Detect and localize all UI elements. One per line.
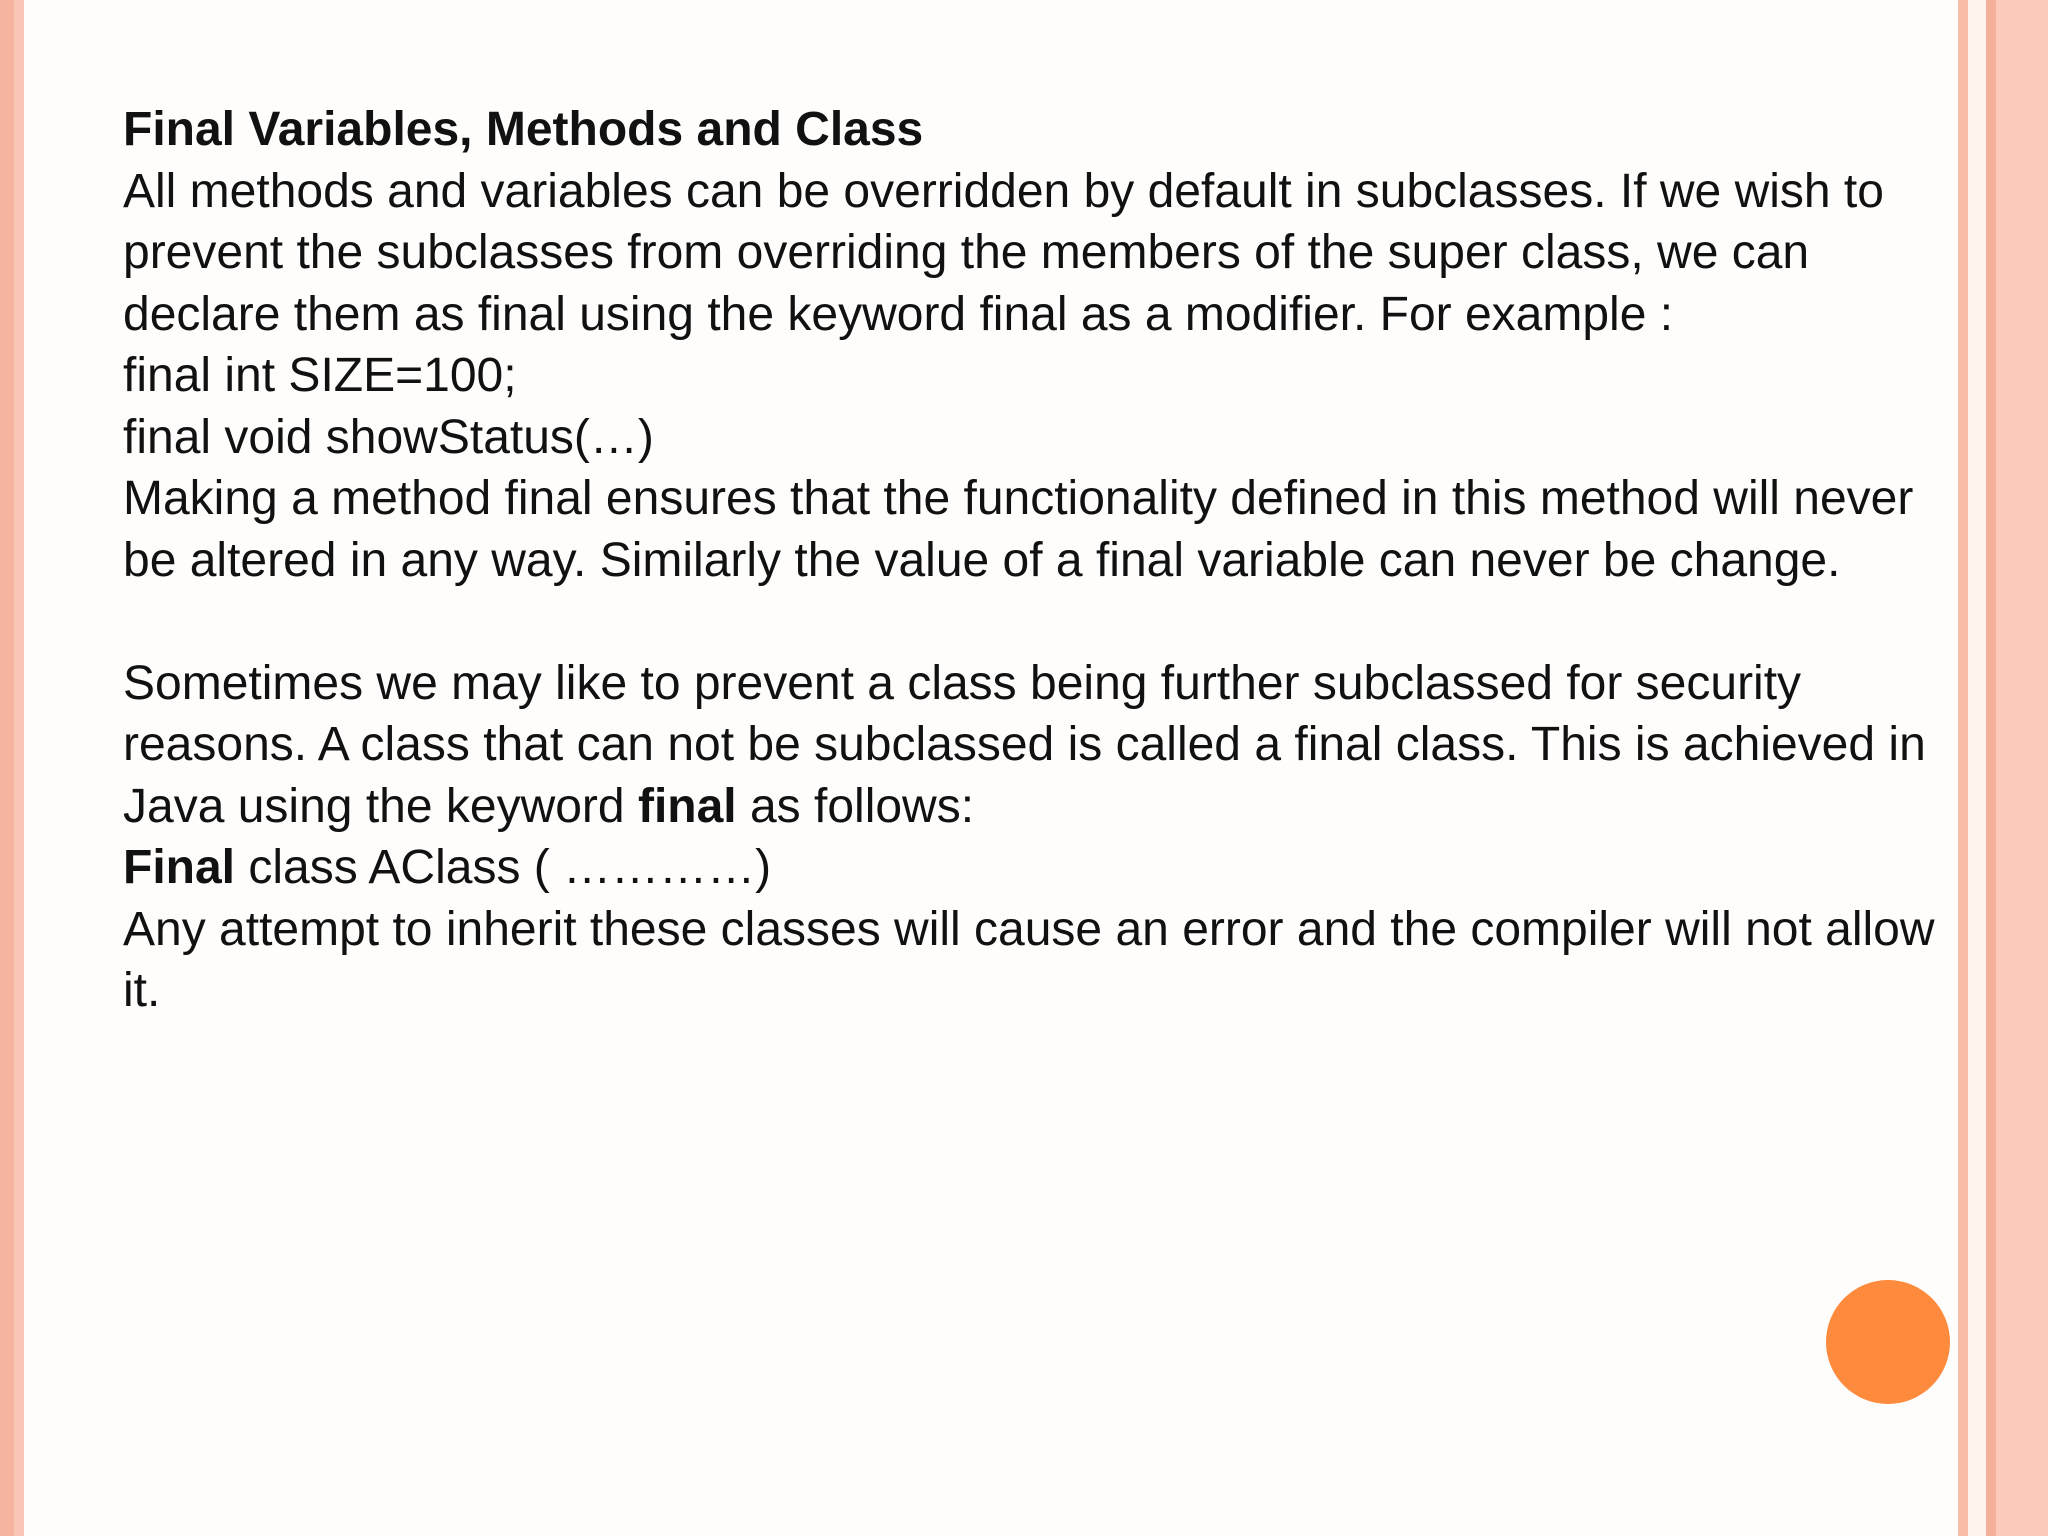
orange-circle-decoration [1826, 1280, 1950, 1404]
code-final-class-rest: class AClass ( …………) [235, 841, 772, 894]
paragraph-inherit-error: Any attempt to inherit these classes will cause an error and the compiler will not allow it. [123, 902, 1935, 1017]
keyword-final-class: Final [123, 841, 236, 894]
keyword-final: final [637, 779, 737, 833]
paragraph-final-class-lead: Sometimes we may like to prevent a class being further subclassed for security reasons. A class that can not be subclassed is called a final class. This is achieved in Java using the keyword [123, 656, 1926, 833]
right-border-gap [1968, 0, 1986, 1536]
paragraph-final-class-tail: as follows: [736, 779, 975, 833]
right-border-stripe-3 [1996, 0, 2048, 1536]
right-border-stripe-1 [1958, 0, 1968, 1536]
code-final-class [123, 837, 1953, 899]
code-final-variable: final int SIZE=100; [123, 349, 517, 402]
slide-heading: Final Variables, Methods and Class [123, 103, 924, 156]
paragraph-overriding: All methods and variables can be overridden by default in subclasses. If we wish to prevent the subclasses from overriding the members of the super class, we can declare them as final using the keyword final as a modifier. For example : [123, 164, 1884, 341]
paragraph-spacer [123, 591, 1953, 653]
paragraph-final-method: Making a method final ensures that the functionality defined in this method will never be altered in any way. Similarly the value of a final variable can never be change. [123, 472, 1914, 587]
slide-body [123, 99, 1953, 1022]
code-final-method: final void showStatus(…) [123, 410, 654, 464]
right-border-stripe-2 [1986, 0, 1996, 1536]
left-border-inner [14, 0, 24, 1536]
paragraph-final-class [123, 653, 1953, 838]
